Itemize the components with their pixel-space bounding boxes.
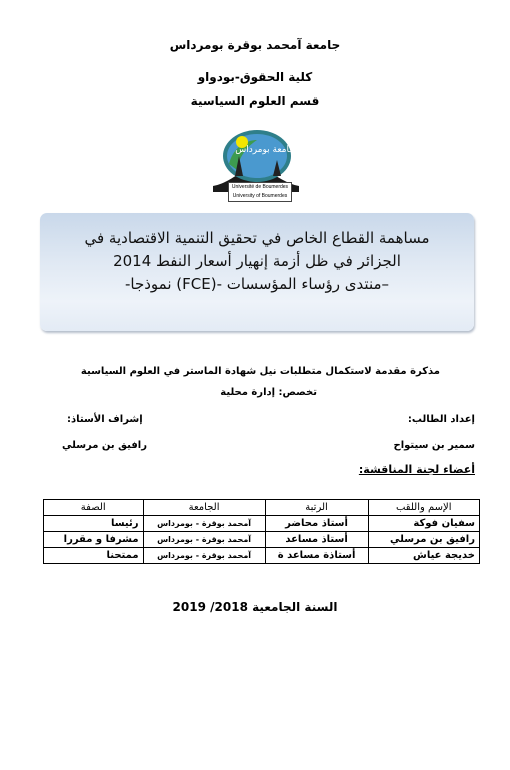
title-line-1: مساهمة القطاع الخاص في تحقيق التنمية الاقتصادية في <box>84 229 430 247</box>
title-line-3: –منتدى رؤساء المؤسسات -(FCE) نموذجا- <box>125 275 389 293</box>
table-row <box>44 548 480 564</box>
member-name: رافيق بن مرسلي <box>368 532 480 548</box>
faculty-name: كلية الحقوق-بودواو <box>197 70 313 84</box>
logo-caption-fr: Université de Boumerdes <box>231 184 289 190</box>
student-label: إعداد الطالب: <box>407 414 475 425</box>
header-role: الصفة <box>44 500 144 516</box>
member-rank: أستاذ مساعد <box>265 532 368 548</box>
table-row <box>44 532 480 548</box>
supervisor-label: إشراف الأستاذ: <box>67 414 143 425</box>
student-name: سمير بن سيتواح <box>393 440 475 451</box>
logo-caption <box>228 182 292 202</box>
supervisor-name: رافيق بن مرسلي <box>62 440 147 451</box>
university-name: جامعة آمحمد بوقرة بومرداس <box>169 38 341 52</box>
member-name: خديجة عياش <box>368 548 480 564</box>
logo-caption-en: University of Boumerdes <box>232 193 288 199</box>
specialization: تخصص: إدارة محلية <box>220 387 317 398</box>
member-university: آمحمد بوقرة - بومرداس <box>143 548 265 564</box>
member-role: ممتحنا <box>44 548 144 564</box>
member-role: رئيسا <box>44 516 144 532</box>
department-name: قسم العلوم السياسية <box>190 94 320 108</box>
member-rank: أستاذة مساعد ة <box>265 548 368 564</box>
committee-table <box>43 499 480 564</box>
header-name: الإسم واللقب <box>368 500 480 516</box>
table-header-row <box>44 500 480 516</box>
logo-arabic-name: جامعة بومرداس <box>235 145 295 155</box>
member-university: آمحمد بوقرة - بومرداس <box>143 532 265 548</box>
member-role: مشرفا و مقررا <box>44 532 144 548</box>
thesis-title-box <box>40 213 474 331</box>
member-rank: أستاذ محاضر <box>265 516 368 532</box>
header-university: الجامعة <box>143 500 265 516</box>
member-university: آمحمد بوقرة - بومرداس <box>143 516 265 532</box>
header-rank: الرتبة <box>265 500 368 516</box>
memo-statement: مذكرة مقدمة لاستكمال متطلبات نيل شهادة الماستر في العلوم السياسية <box>80 366 440 377</box>
academic-year: السنة الجامعية 2018/ 2019 <box>172 600 338 614</box>
member-name: سفيان فوكة <box>368 516 480 532</box>
table-row <box>44 516 480 532</box>
title-line-2: الجزائر في ظل أزمة إنهيار أسعار النفط 2014 <box>113 252 401 270</box>
committee-label: أعضاء لجنة المناقشة: <box>358 463 475 476</box>
